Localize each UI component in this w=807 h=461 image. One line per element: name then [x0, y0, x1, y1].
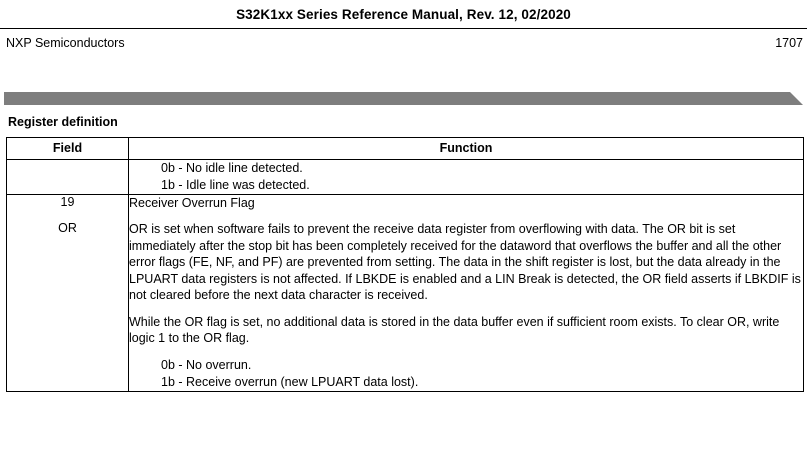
row-function-cell: [129, 160, 804, 195]
enum-item: 0b - No idle line detected.: [161, 161, 303, 175]
register-table-wrap: [0, 129, 807, 392]
table-header-row: [7, 138, 804, 160]
row-field-value: [7, 194, 129, 391]
enum-list: [129, 160, 803, 194]
enum-list: [129, 357, 803, 391]
section-banner-wrap: [0, 92, 807, 105]
running-header: [0, 29, 807, 50]
field-bit-number: 19: [60, 194, 75, 209]
register-definition-table: [6, 137, 804, 392]
enum-item: 1b - Receive overrun (new LPUART data lost).: [161, 374, 419, 389]
document-title: S32K1xx Series Reference Manual, Rev. 12, 02/2020: [236, 7, 571, 22]
enum-item: 0b - No overrun.: [161, 357, 252, 372]
column-header-field: Field: [7, 138, 129, 160]
table-row: [7, 160, 804, 195]
field-title: Receiver Overrun Flag: [129, 195, 255, 210]
field-name: OR: [58, 220, 77, 235]
table-row: [7, 194, 804, 391]
section-banner: [4, 92, 803, 105]
row-field-value: [7, 160, 129, 195]
page-number: 1707: [775, 36, 803, 50]
field-description-paragraph: OR is set when software fails to prevent the receive data register from overflowing with data. The OR bit is set immediately after the stop bit has been completely received for the dataword that overflows the buffer and all the other error flags (FE, NF, and PF) are prevented from setting. The data in the shift register is lost, but the data already in the LPUART data registers is not affected. If LBKDE is enabled and a LIN Break is detected, the OR field asserts if LBKDIF is not cleared before the next data character is received.: [129, 222, 801, 303]
field-description-paragraph: While the OR flag is set, no additional data is stored in the data buffer even if sufficient room exists. To clear OR, write logic 1 to the OR flag.: [129, 314, 780, 346]
company-name: NXP Semiconductors: [6, 36, 125, 50]
row-function-cell: [129, 194, 804, 391]
column-header-function: Function: [129, 138, 804, 160]
section-title: Register definition: [8, 115, 118, 129]
enum-item: 1b - Idle line was detected.: [161, 177, 310, 192]
